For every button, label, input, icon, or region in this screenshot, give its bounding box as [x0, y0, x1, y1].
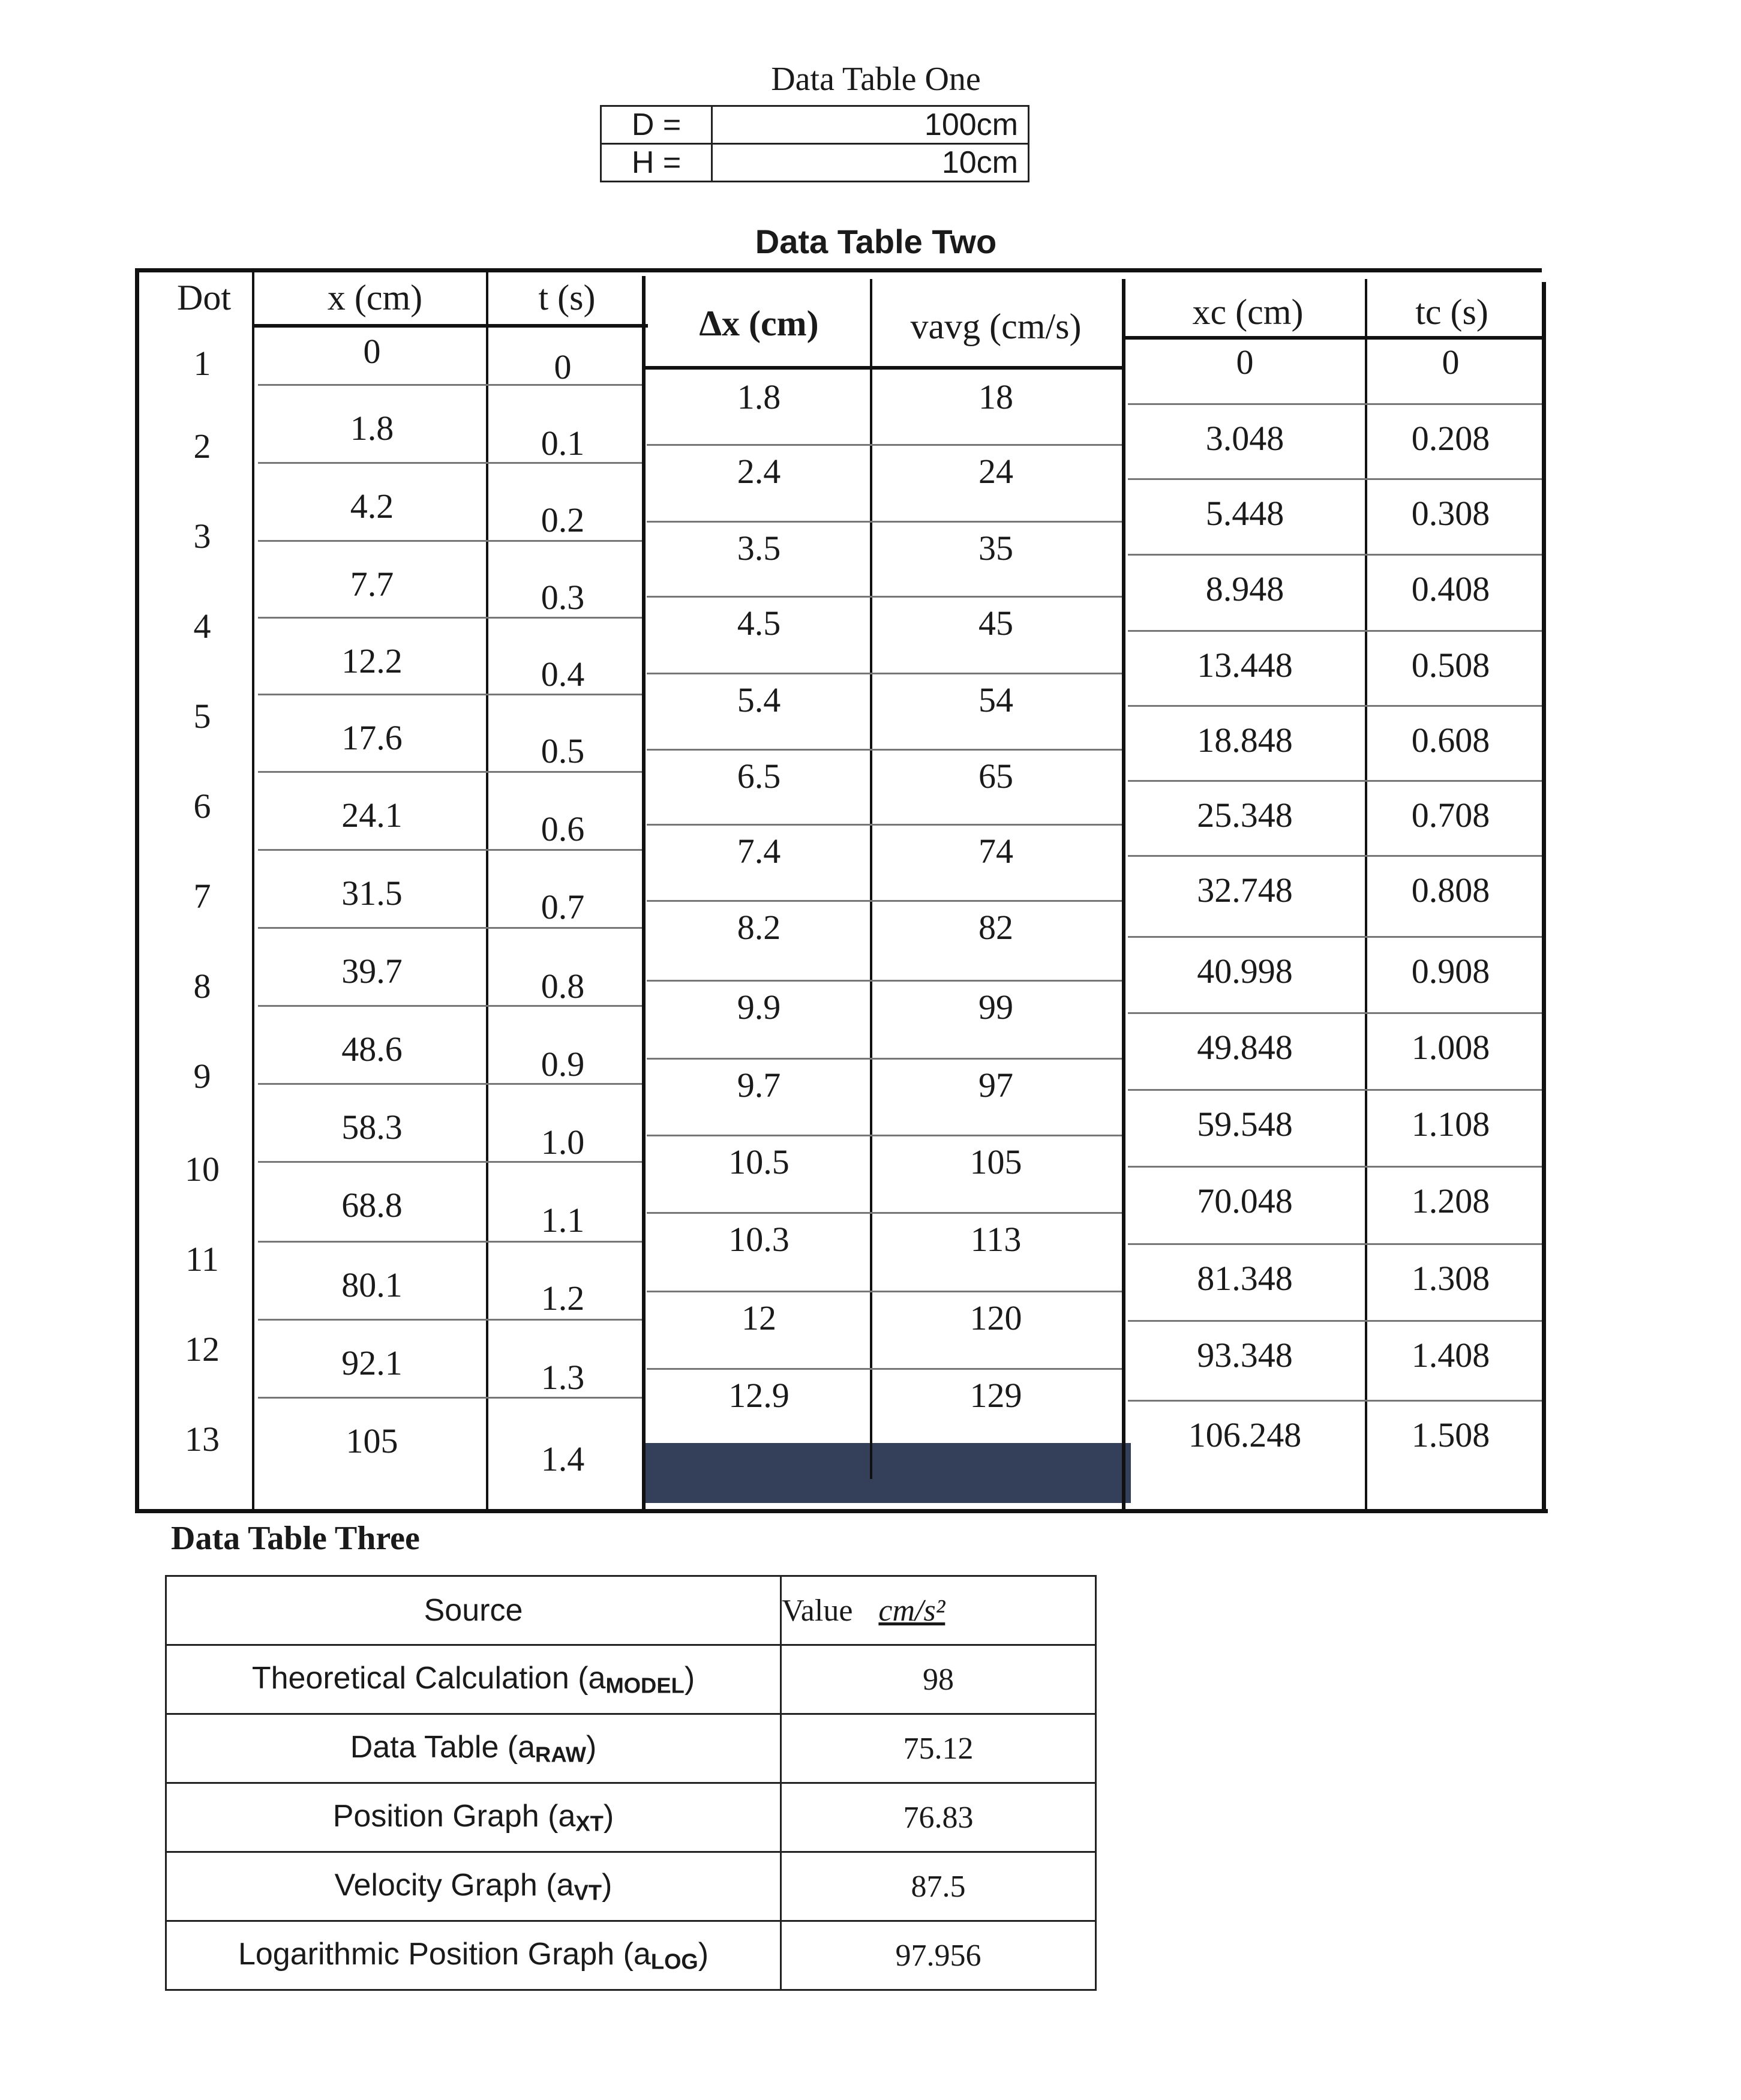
header-dot: Dot — [177, 278, 231, 317]
tc-cell: 0.708 — [1411, 796, 1490, 835]
header-source: Source — [166, 1576, 781, 1645]
row-divider — [647, 521, 1122, 523]
t-cell: 0.8 — [541, 967, 585, 1006]
t-cell: 0 — [554, 347, 572, 386]
dx-cell: 2.4 — [737, 452, 781, 491]
x-cell: 17.6 — [341, 718, 403, 757]
dot-cell: 13 — [185, 1420, 220, 1459]
vavg-cell: 24 — [978, 452, 1013, 491]
xc-cell: 3.048 — [1205, 419, 1284, 458]
row-divider — [1128, 1320, 1542, 1322]
x-cell: 92.1 — [341, 1343, 403, 1382]
vavg-cell: 82 — [978, 908, 1013, 947]
row-divider — [647, 1368, 1122, 1370]
table-row — [166, 1645, 1096, 1714]
dx-cell: 6.5 — [737, 757, 781, 796]
tc-cell: 0.208 — [1411, 419, 1490, 458]
t-cell: 1.3 — [541, 1358, 585, 1397]
header-tc: tc (s) — [1415, 292, 1488, 332]
row-divider — [1128, 936, 1542, 938]
table-row — [166, 1852, 1096, 1921]
vavg-cell: 129 — [969, 1376, 1022, 1415]
t-cell: 0.2 — [541, 500, 585, 539]
table-row — [166, 1783, 1096, 1852]
row-divider — [1128, 630, 1542, 632]
source-cell: Position Graph $(a_{XT})$ — [166, 1783, 781, 1852]
dx-cell: 10.5 — [728, 1142, 790, 1181]
row-divider — [258, 1241, 642, 1243]
tc-cell: 0 — [1442, 343, 1460, 382]
dx-cell: 3.5 — [737, 529, 781, 568]
tc-cell: 0.408 — [1411, 569, 1490, 608]
tc-cell: 0.508 — [1411, 646, 1490, 685]
row-divider — [647, 900, 1122, 902]
dot-cell: 8 — [193, 967, 211, 1006]
table-one-label: H = — [601, 144, 712, 182]
xc-cell: 5.448 — [1205, 494, 1284, 533]
row-divider — [647, 444, 1122, 446]
dot-cell: 11 — [185, 1240, 219, 1279]
row-divider — [1128, 403, 1542, 405]
vavg-cell: 35 — [978, 529, 1013, 568]
vavg-cell: 105 — [969, 1142, 1022, 1181]
x-cell: 48.6 — [341, 1030, 403, 1069]
row-divider — [1128, 780, 1542, 782]
table-border — [135, 1509, 1548, 1513]
dot-cell: 7 — [193, 877, 211, 916]
source-cell: Velocity Graph $(a_{VT})$ — [166, 1852, 781, 1921]
header-dx: Δx (cm) — [699, 304, 819, 343]
header-divider — [1125, 336, 1542, 340]
row-divider — [258, 540, 642, 542]
header-xc: xc (cm) — [1192, 292, 1304, 332]
shaded-gap — [645, 1443, 1131, 1503]
row-divider — [1128, 705, 1542, 707]
row-divider — [258, 771, 642, 773]
row-divider — [647, 824, 1122, 826]
table-one-label: D = — [601, 106, 712, 144]
dx-cell: 9.7 — [737, 1066, 781, 1105]
t-cell: 1.1 — [541, 1201, 585, 1240]
x-cell: 68.8 — [341, 1186, 403, 1225]
row-divider — [647, 673, 1122, 674]
header-divider — [252, 324, 648, 328]
dot-cell: 3 — [193, 517, 211, 556]
dx-cell: 10.3 — [728, 1220, 790, 1259]
row-divider — [647, 1291, 1122, 1292]
xc-cell: 8.948 — [1205, 569, 1284, 608]
row-divider — [258, 1319, 642, 1321]
xc-cell: 93.348 — [1197, 1336, 1293, 1375]
source-cell: Data Table $(a_{RAW})$ — [166, 1714, 781, 1783]
table-three — [165, 1575, 1097, 1991]
x-cell: 7.7 — [350, 565, 394, 604]
table-three-title: Data Table Three — [171, 1520, 420, 1557]
vavg-cell: 74 — [978, 832, 1013, 871]
x-cell: 4.2 — [350, 487, 394, 526]
vavg-cell: 45 — [978, 604, 1013, 643]
t-cell: 0.4 — [541, 655, 585, 694]
tc-cell: 1.108 — [1411, 1105, 1490, 1144]
vavg-cell: 120 — [969, 1298, 1022, 1337]
xc-cell: 59.548 — [1197, 1105, 1293, 1144]
dot-cell: 12 — [185, 1330, 220, 1369]
t-cell: 0.9 — [541, 1045, 585, 1084]
xc-cell: 106.248 — [1188, 1415, 1302, 1454]
dot-cell: 6 — [193, 787, 211, 826]
x-cell: 1.8 — [350, 409, 394, 448]
x-cell: 0 — [363, 332, 381, 371]
source-cell: Theoretical Calculation $(a_{MODEL})$ — [166, 1645, 781, 1714]
row-divider — [1128, 855, 1542, 857]
row-divider — [1128, 1166, 1542, 1168]
xc-cell: 40.998 — [1197, 952, 1293, 991]
row-divider — [1128, 1400, 1542, 1402]
row-divider — [647, 980, 1122, 982]
t-cell: 1.2 — [541, 1279, 585, 1318]
dx-cell: 5.4 — [737, 680, 781, 719]
header-vavg: vavg (cm/s) — [910, 307, 1082, 346]
header-unit: cm/s² — [878, 1593, 945, 1628]
dx-cell: 7.4 — [737, 832, 781, 871]
row-divider — [647, 749, 1122, 751]
header-x: x (cm) — [327, 278, 423, 317]
dx-cell: 8.2 — [737, 908, 781, 947]
t-cell: 0.7 — [541, 887, 585, 926]
row-divider — [647, 1135, 1122, 1136]
dx-cell: 4.5 — [737, 604, 781, 643]
xc-cell: 81.348 — [1197, 1259, 1293, 1298]
tc-cell: 1.208 — [1411, 1181, 1490, 1220]
table-two-title: Data Table Two — [755, 223, 997, 260]
dot-cell: 2 — [193, 427, 211, 466]
dot-cell: 9 — [193, 1057, 211, 1096]
x-cell: 24.1 — [341, 796, 403, 835]
xc-cell: 49.848 — [1197, 1028, 1293, 1067]
tc-cell: 0.308 — [1411, 494, 1490, 533]
vavg-cell: 113 — [970, 1220, 1022, 1259]
value-cell: 76.83 — [781, 1783, 1096, 1852]
x-cell: 39.7 — [341, 952, 403, 991]
dx-cell: 12.9 — [728, 1376, 790, 1415]
dx-cell: 1.8 — [737, 377, 781, 416]
tc-cell: 0.608 — [1411, 721, 1490, 760]
row-divider — [258, 849, 642, 851]
xc-cell: 0 — [1236, 343, 1254, 382]
row-divider — [258, 927, 642, 929]
tc-cell: 1.308 — [1411, 1259, 1490, 1298]
xc-cell: 70.048 — [1197, 1181, 1293, 1220]
dx-cell: 12 — [742, 1298, 776, 1337]
tc-cell: 1.508 — [1411, 1415, 1490, 1454]
row-divider — [1128, 1012, 1542, 1014]
tc-cell: 1.008 — [1411, 1028, 1490, 1067]
x-cell: 58.3 — [341, 1108, 403, 1147]
t-cell: 0.3 — [541, 578, 585, 617]
header-t: t (s) — [538, 278, 596, 317]
table-one-value: 100cm — [712, 106, 1029, 144]
tc-cell: 0.908 — [1411, 952, 1490, 991]
vavg-cell: 65 — [978, 757, 1013, 796]
t-cell: 1.0 — [541, 1123, 585, 1162]
table-row — [166, 1714, 1096, 1783]
table-one-title: Data Table One — [771, 61, 981, 98]
xc-cell: 25.348 — [1197, 796, 1293, 835]
row-divider — [647, 1058, 1122, 1060]
row-divider — [1128, 554, 1542, 556]
value-cell: 98 — [781, 1645, 1096, 1714]
t-cell: 0.5 — [541, 731, 585, 770]
t-cell: 0.6 — [541, 809, 585, 848]
value-cell: 97.956 — [781, 1921, 1096, 1990]
xc-cell: 32.748 — [1197, 871, 1293, 910]
dx-cell: 9.9 — [737, 988, 781, 1027]
xc-cell: 18.848 — [1197, 721, 1293, 760]
t-cell: 0.1 — [541, 424, 585, 463]
row-divider — [647, 596, 1122, 598]
tc-cell: 1.408 — [1411, 1336, 1490, 1375]
header-divider — [645, 366, 1125, 370]
row-divider — [1128, 478, 1542, 480]
vavg-cell: 54 — [978, 680, 1013, 719]
tc-cell: 0.808 — [1411, 871, 1490, 910]
x-cell: 80.1 — [341, 1265, 403, 1304]
value-cell: 75.12 — [781, 1714, 1096, 1783]
table-row — [166, 1921, 1096, 1990]
vavg-cell: 99 — [978, 988, 1013, 1027]
table-one-value: 10cm — [712, 144, 1029, 182]
table-row — [166, 1576, 1096, 1645]
row-divider — [1128, 1243, 1542, 1245]
dot-cell: 1 — [193, 344, 211, 383]
x-cell: 105 — [346, 1421, 398, 1460]
source-cell: Logarithmic Position Graph $(a_{LOG})$ — [166, 1921, 781, 1990]
value-cell: 87.5 — [781, 1852, 1096, 1921]
row-divider — [647, 1212, 1122, 1214]
header-value — [781, 1576, 1096, 1645]
t-cell: 1.4 — [541, 1439, 585, 1478]
dot-cell: 10 — [185, 1150, 220, 1189]
table-border — [135, 268, 1542, 272]
x-cell: 12.2 — [341, 641, 403, 680]
vavg-cell: 97 — [978, 1066, 1013, 1105]
vavg-cell: 18 — [978, 377, 1013, 416]
dot-cell: 5 — [193, 697, 211, 736]
x-cell: 31.5 — [341, 874, 403, 913]
xc-cell: 13.448 — [1197, 646, 1293, 685]
header-value-label: Value — [782, 1593, 853, 1628]
row-divider — [1128, 1089, 1542, 1091]
dot-cell: 4 — [193, 607, 211, 646]
